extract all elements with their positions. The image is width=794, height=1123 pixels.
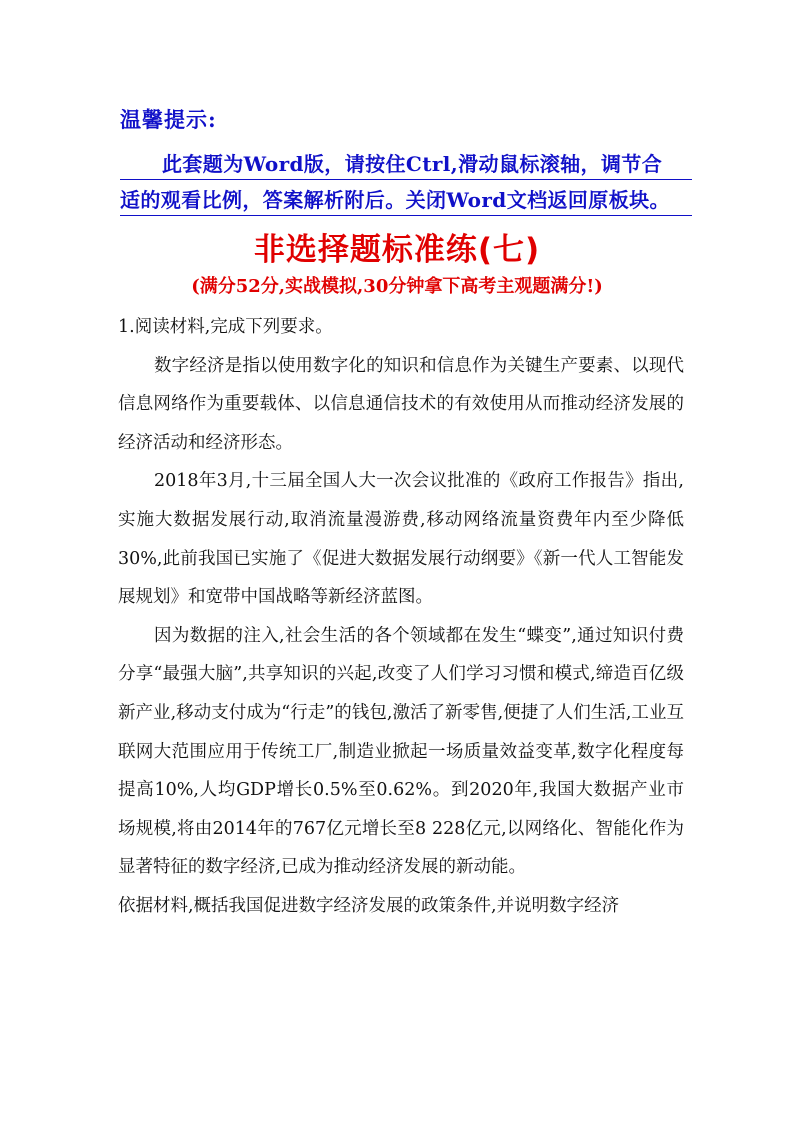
tip-line-2-text: 适的观看比例，答案解析附后。关闭Word文档返回原板块。 — [120, 188, 670, 212]
material-paragraph-3: 因为数据的注入,社会生活的各个领域都在发生“蝶变”,通过知识付费分享“最强大脑”,共享知识的兴起,改变了人们学习习惯和模式,缔造百亿级新产业,移动支付成为“行走”的钱包,激活了新零售,便捷了人们生活,工业互联网大范围应用于传统工厂,制造业掀起一场质量效益变革,数字化程度每提高10%,人均GDP增长0.5%至0.62%。到2020年,我国大数据产业市场规模,将由2014年的767亿元增长至8 228亿元,以网络化、智能化作为显著特征的数字经济,已成为推动经济发展的新动能。 — [118, 625, 684, 878]
tip-line-1-text: 此套题为Word版，请按住Ctrl,滑动鼠标滚轴，调节合 — [162, 152, 663, 176]
question-prompt: 依据材料,概括我国促进数字经济发展的政策条件,并说明数字经济 — [118, 895, 620, 916]
material-paragraph-2: 2018年3月,十三届全国人大一次会议批准的《政府工作报告》指出,实施大数据发展行动,取消流量漫游费,移动网络流量资费年内至少降低30%,此前我国已实施了《促进大数据发展行动纲要》《新一代人工智能发展规划》和宽带中国战略等新经济蓝图。 — [118, 471, 684, 608]
page-subtitle: (满分52分,实战模拟,30分钟拿下高考主观题满分!) — [191, 276, 603, 297]
material-paragraph-1: 数字经济是指以使用数字化的知识和信息作为关键生产要素、以现代信息网络作为重要载体、以信息通信技术的有效使用从而推动经济发展的经济活动和经济形态。 — [118, 355, 684, 453]
tip-title: 温馨提示: — [120, 107, 217, 132]
question-stem: 1.阅读材料,完成下列要求。 — [118, 317, 333, 337]
question-body — [118, 308, 684, 926]
tip-underline-1 — [120, 179, 692, 180]
tip-text — [120, 146, 688, 218]
page-title: 非选择题标准练(七) — [253, 232, 541, 268]
tip-line-2 — [120, 182, 688, 218]
tip-underline-2 — [120, 215, 692, 216]
tip-line-1 — [120, 146, 688, 182]
